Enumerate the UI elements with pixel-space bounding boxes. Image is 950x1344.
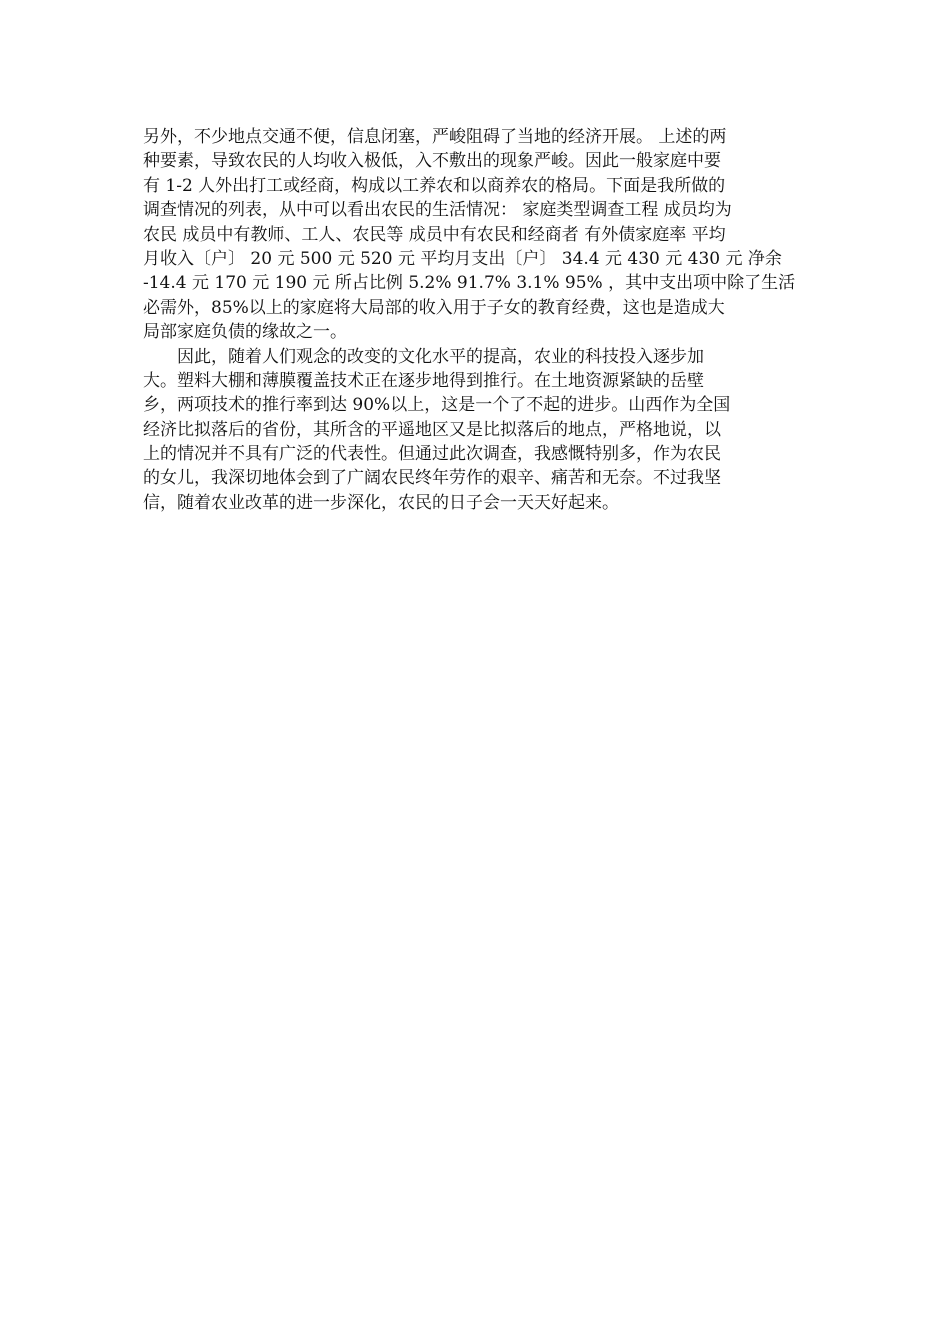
text-line: 种要素，导致农民的人均收入极低，入不敷出的现象严峻。因此一般家庭中要 (143, 151, 721, 172)
text-line: 调查情况的列表，从中可以看出农民的生活情况： 家庭类型调查工程 成员均为 (143, 200, 732, 221)
text-line: 必需外，85%以上的家庭将大局部的收入用于子女的教育经费，这也是造成大 (143, 297, 725, 318)
text-line: 局部家庭负债的缘故之一。 (143, 322, 347, 343)
text-line: 经济比拟落后的省份，其所含的平遥地区又是比拟落后的地点，严格地说，以 (143, 419, 721, 440)
document-body (143, 125, 809, 515)
paragraph-survey-results (143, 125, 809, 345)
text-line: 有 1-2 人外出打工或经商，构成以工养农和以商养农的格局。下面是我所做的 (143, 175, 726, 196)
text-line: 月收入〔户〕 20 元 500 元 520 元 平均月支出〔户〕 34.4 元 430 元 430 元 净余 (143, 248, 782, 269)
text-line: 大。塑料大棚和薄膜覆盖技术正在逐步地得到推行。在土地资源紧缺的岳壁 (143, 370, 704, 391)
text-line: 另外，不少地点交通不便，信息闭塞，严峻阻碍了当地的经济开展。 上述的两 (143, 127, 727, 147)
text-line: 因此，随着人们观念的改变的文化水平的提高，农业的科技投入逐步加 (177, 346, 704, 367)
text-line: 农民 成员中有教师、工人、农民等 成员中有农民和经商者 有外债家庭率 平均 (143, 224, 726, 245)
text-line: 乡，两项技术的推行率到达 90%以上，这是一个了不起的进步。山西作为全国 (143, 395, 731, 416)
text-line: -14.4 元 170 元 190 元 所占比例 5.2% 91.7% 3.1% 95% ，其中支出项中除了生活 (143, 273, 796, 294)
paragraph-conclusion (143, 345, 809, 516)
text-line: 上的情况并不具有广泛的代表性。但通过此次调查，我感慨特别多，作为农民 (143, 444, 721, 465)
text-line: 的女儿，我深切地体会到了广阔农民终年劳作的艰辛、痛苦和无奈。不过我坚 (143, 468, 721, 489)
text-line: 信，随着农业改革的进一步深化，农民的日子会一天天好起来。 (143, 492, 619, 513)
